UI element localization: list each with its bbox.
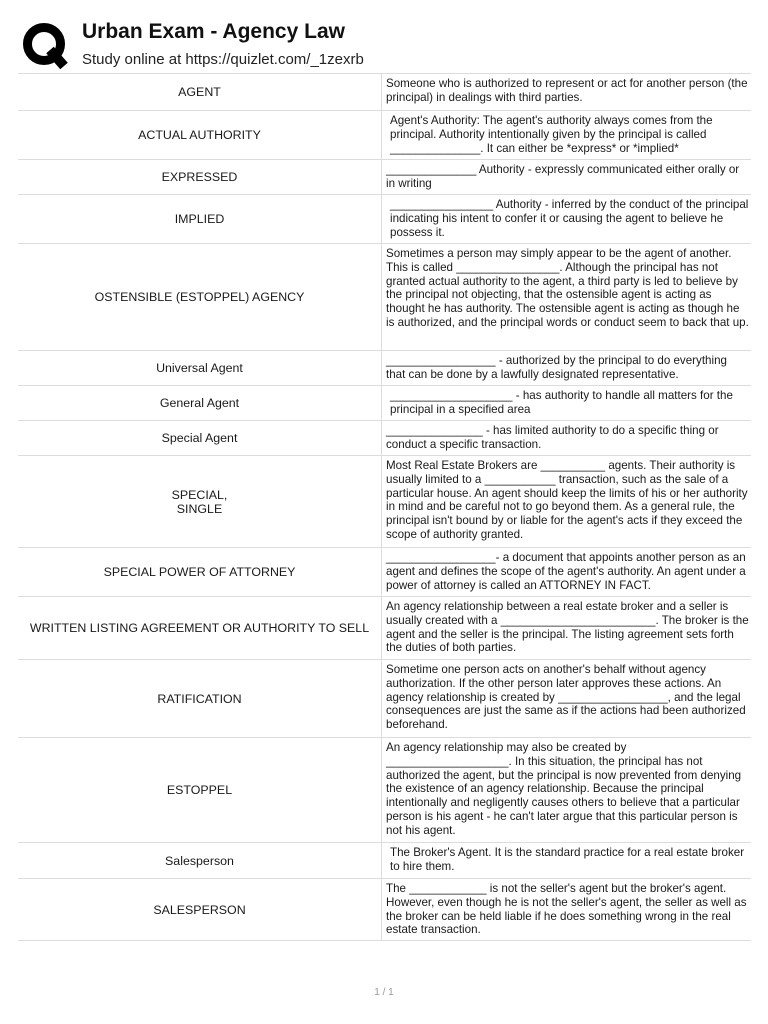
definition-cell: An agency relationship may also be created by ___________________. In this situation, the principal has not authorized the agent, but the principal is now prevented from denying the existence of an agency relationship. Because the principal intentionally and negligently causes others to believe that a particular person is his agent - he can't later argue that this particular person is not his agent. <box>386 741 742 837</box>
definition-cell: Sometimes a person may simply appear to be the agent of another. This is called ________________. Although the principal has not granted actual authority to the agent, a third party is led to believe by the principal not objecting, that the ostensible agent is acting as thought he has authority. The ostensible agent is acting as though he is authorized, and the principal words or conduct seem to back that up. <box>386 247 749 329</box>
flashcard-row <box>18 455 751 547</box>
definition-cell: _______________ - has limited authority to do a specific thing or conduct a specific transaction. <box>386 424 719 451</box>
flashcard-row <box>18 547 751 596</box>
term-cell: OSTENSIBLE (ESTOPPEL) AGENCY <box>18 244 382 350</box>
term-cell: EXPRESSED <box>18 160 382 194</box>
term-cell: Salesperson <box>18 843 382 878</box>
flashcard-row <box>18 110 751 159</box>
page-indicator: 1 / 1 <box>374 987 394 998</box>
definition-cell: Most Real Estate Brokers are __________ agents. Their authority is usually limited to a ___________ transaction, such as the sale of a particular house. An agent should keep the limits of his or her authority in mind and be careful not to go beyond them. As a general rule, the principal isn't bound by or liable for the agent's acts if they exceed the scope of authority granted. <box>386 459 748 541</box>
term-cell: General Agent <box>18 386 382 420</box>
flashcard-row <box>18 194 751 243</box>
quizlet-q-logo-icon <box>20 20 70 70</box>
term-cell: ACTUAL AUTHORITY <box>18 111 382 159</box>
term-cell: SALESPERSON <box>18 879 382 940</box>
definition-cell: ______________ Authority - expressly communicated either orally or in writing <box>386 163 740 190</box>
term-cell: ESTOPPEL <box>18 738 382 842</box>
flashcard-row <box>18 878 751 941</box>
definition-cell: ___________________ - has authority to handle all matters for the principal in a specified area <box>390 389 733 416</box>
definition-cell: _________________- a document that appoints another person as an agent and defines the scope of the agent's authority. An agent under a power of attorney is called an ATTORNEY IN FACT. <box>386 551 746 592</box>
definition-cell: Agent's Authority: The agent's authority always comes from the principal. Authority intentionally given by the principal is called ______________. It can either be *express* or *implied* <box>390 114 713 155</box>
flashcard-row <box>18 420 751 455</box>
term-cell: Universal Agent <box>18 351 382 385</box>
flashcard-row <box>18 243 751 350</box>
definition-cell: The ____________ is not the seller's agent but the broker's agent. However, even though he is not the seller's agent, the seller as well as the broker can be held liable if he does something wrong in the real estate transaction. <box>386 882 747 937</box>
flashcard-row <box>18 350 751 385</box>
term-cell: AGENT <box>18 74 382 110</box>
flashcard-row <box>18 842 751 878</box>
definition-cell: The Broker's Agent. It is the standard practice for a real estate broker to hire them. <box>390 846 745 873</box>
flashcard-row <box>18 596 751 659</box>
flashcard-table <box>18 73 751 941</box>
page-title: Urban Exam - Agency Law <box>82 20 345 43</box>
page-header <box>18 18 758 78</box>
term-cell: SPECIAL, SINGLE <box>18 456 382 547</box>
study-link-text: Study online at https://quizlet.com/_1zexrb <box>82 51 364 68</box>
term-cell: RATIFICATION <box>18 660 382 737</box>
term-cell: WRITTEN LISTING AGREEMENT OR AUTHORITY TO SELL <box>18 597 382 659</box>
flashcard-row <box>18 73 751 110</box>
flashcard-row <box>18 159 751 194</box>
flashcard-row <box>18 659 751 737</box>
term-cell: Special Agent <box>18 421 382 455</box>
term-cell: IMPLIED <box>18 195 382 243</box>
flashcard-row <box>18 385 751 420</box>
definition-cell: An agency relationship between a real estate broker and a seller is usually created with a ________________________. The broker is the agent and the seller is the principal. The listing agreement sets forth the duties of both parties. <box>386 600 749 655</box>
definition-cell: _________________ - authorized by the principal to do everything that can be done by a lawfully designated representative. <box>386 354 727 381</box>
definition-cell: Someone who is authorized to represent or act for another person (the principal) in dealings with third parties. <box>386 77 748 104</box>
definition-cell: Sometime one person acts on another's behalf without agency authorization. If the other person later approves these actions. An agency relationship is created by _________________, and the legal consequences are just the same as if the actions had been authorized beforehand. <box>386 663 746 732</box>
term-cell: SPECIAL POWER OF ATTORNEY <box>18 548 382 596</box>
definition-cell: ________________ Authority - inferred by the conduct of the principal indicating his intent to confer it or causing the agent to believe he possess it. <box>390 198 749 239</box>
flashcard-row <box>18 737 751 842</box>
